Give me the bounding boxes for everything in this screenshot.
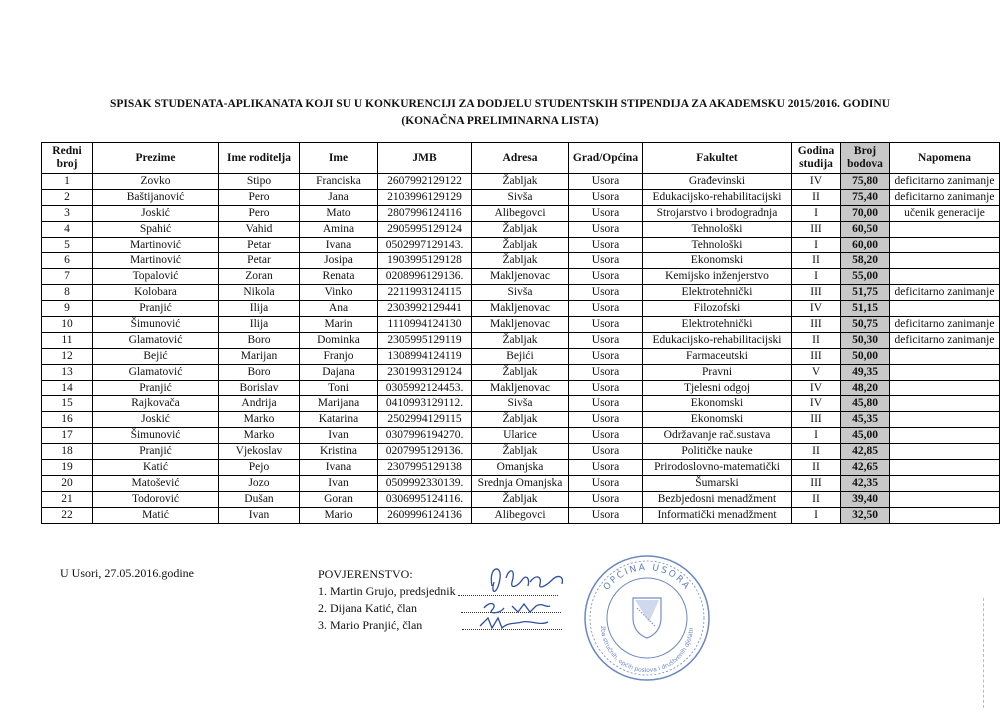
cell-ime-roditelja: Petar — [219, 237, 300, 253]
cell-ime-roditelja: Pero — [219, 205, 300, 221]
cell-prezime: Matošević — [93, 475, 219, 491]
cell-adresa: Žabljak — [472, 221, 569, 237]
cell-redni-broj: 20 — [42, 475, 93, 491]
cell-ime-roditelja: Andrija — [219, 396, 300, 412]
header-redni-broj: Redni broj — [42, 143, 93, 174]
cell-prezime: Matić — [93, 507, 219, 523]
cell-prezime: Kolobara — [93, 285, 219, 301]
commission-title: POVJERENSTVO: — [318, 567, 413, 581]
cell-ime-roditelja: Dušan — [219, 491, 300, 507]
cell-redni-broj: 6 — [42, 253, 93, 269]
cell-godina: I — [792, 205, 841, 221]
title-line-2: (KONAČNA PRELIMINARNA LISTA) — [401, 115, 599, 127]
cell-ime-roditelja: Ilija — [219, 317, 300, 333]
title-line-1: SPISAK STUDENATA-APLIKANATA KOJI SU U KONKURENCIJI ZA DODJELU STUDENTSKIH STIPENDIJA ZA AKADEMSKU 2015/2016. GODINU — [110, 98, 890, 110]
cell-ime: Goran — [300, 491, 378, 507]
cell-grad: Usora — [569, 301, 643, 317]
cell-jmb: 0305992124453. — [378, 380, 472, 396]
cell-adresa: Sivša — [472, 189, 569, 205]
cell-fakultet: Tjelesni odgoj — [643, 380, 792, 396]
cell-fakultet: Pravni — [643, 364, 792, 380]
cell-adresa: Bejići — [472, 348, 569, 364]
cell-grad: Usora — [569, 332, 643, 348]
cell-godina: IV — [792, 301, 841, 317]
cell-ime-roditelja: Zoran — [219, 269, 300, 285]
official-stamp — [577, 548, 717, 688]
cell-ime-roditelja: Ilija — [219, 301, 300, 317]
cell-jmb: 0509992330139. — [378, 475, 472, 491]
cell-ime: Franjo — [300, 348, 378, 364]
stamp-inner-text: žba stručnih, općih poslova i društvenih djelatn — [598, 625, 696, 675]
cell-adresa: Žabljak — [472, 174, 569, 190]
cell-napomena: deficitarno zanimanje — [890, 317, 1000, 333]
cell-napomena — [890, 412, 1000, 428]
cell-redni-broj: 10 — [42, 317, 93, 333]
cell-prezime: Šimunović — [93, 317, 219, 333]
cell-jmb: 2609996124136 — [378, 507, 472, 523]
document-title — [0, 96, 1000, 130]
cell-broj-bodova: 42,65 — [841, 460, 890, 476]
cell-napomena — [890, 237, 1000, 253]
cell-adresa: Makljenovac — [472, 380, 569, 396]
cell-fakultet: Prirodoslovno-matematički — [643, 460, 792, 476]
cell-prezime: Spahić — [93, 221, 219, 237]
cell-ime-roditelja: Marko — [219, 412, 300, 428]
cell-jmb: 2307995129138 — [378, 460, 472, 476]
signature-3 — [480, 618, 548, 628]
cell-fakultet: Filozofski — [643, 301, 792, 317]
cell-ime: Ivana — [300, 460, 378, 476]
table-row — [42, 174, 1000, 190]
cell-grad: Usora — [569, 475, 643, 491]
cell-godina: IV — [792, 396, 841, 412]
cell-redni-broj: 4 — [42, 221, 93, 237]
cell-jmb: 0502997129143. — [378, 237, 472, 253]
cell-ime-roditelja: Vahid — [219, 221, 300, 237]
cell-grad: Usora — [569, 317, 643, 333]
commission-member-name: 3. Mario Pranjić, član — [318, 618, 423, 632]
header-broj-bodova: Broj bodova — [841, 143, 890, 174]
cell-ime-roditelja: Stipo — [219, 174, 300, 190]
cell-godina: III — [792, 348, 841, 364]
cell-napomena — [890, 460, 1000, 476]
cell-godina: IV — [792, 380, 841, 396]
table-row — [42, 412, 1000, 428]
cell-grad: Usora — [569, 507, 643, 523]
table-row — [42, 475, 1000, 491]
cell-broj-bodova: 49,35 — [841, 364, 890, 380]
cell-godina: III — [792, 285, 841, 301]
cell-fakultet: Farmaceutski — [643, 348, 792, 364]
table-row — [42, 380, 1000, 396]
cell-prezime: Bejić — [93, 348, 219, 364]
cell-godina: I — [792, 269, 841, 285]
table-row — [42, 364, 1000, 380]
cell-broj-bodova: 45,00 — [841, 428, 890, 444]
table-row — [42, 507, 1000, 523]
place-date: U Usori, 27.05.2016.godine — [60, 566, 194, 580]
cell-napomena — [890, 221, 1000, 237]
cell-redni-broj: 2 — [42, 189, 93, 205]
cell-godina: V — [792, 364, 841, 380]
cell-prezime: Šimunović — [93, 428, 219, 444]
cell-broj-bodova: 51,15 — [841, 301, 890, 317]
cell-ime: Amina — [300, 221, 378, 237]
cell-napomena: deficitarno zanimanje — [890, 189, 1000, 205]
cell-redni-broj: 9 — [42, 301, 93, 317]
cell-adresa: Žabljak — [472, 253, 569, 269]
cell-grad: Usora — [569, 380, 643, 396]
cell-fakultet: Ekonomski — [643, 396, 792, 412]
cell-redni-broj: 21 — [42, 491, 93, 507]
signatures — [470, 556, 580, 636]
cell-fakultet: Informatički menadžment — [643, 507, 792, 523]
cell-napomena — [890, 301, 1000, 317]
cell-broj-bodova: 45,35 — [841, 412, 890, 428]
cell-grad: Usora — [569, 253, 643, 269]
cell-adresa: Sivša — [472, 285, 569, 301]
cell-fakultet: Političke nauke — [643, 444, 792, 460]
cell-grad: Usora — [569, 364, 643, 380]
cell-broj-bodova: 42,35 — [841, 475, 890, 491]
cell-broj-bodova: 42,85 — [841, 444, 890, 460]
cell-redni-broj: 7 — [42, 269, 93, 285]
cell-redni-broj: 11 — [42, 332, 93, 348]
cell-prezime: Martinović — [93, 237, 219, 253]
header-adresa: Adresa — [472, 143, 569, 174]
table-row — [42, 348, 1000, 364]
cell-ime: Dominka — [300, 332, 378, 348]
cell-ime: Jana — [300, 189, 378, 205]
cell-napomena — [890, 428, 1000, 444]
cell-prezime: Pranjić — [93, 444, 219, 460]
cell-redni-broj: 14 — [42, 380, 93, 396]
cell-redni-broj: 16 — [42, 412, 93, 428]
cell-fakultet: Elektrotehnički — [643, 285, 792, 301]
cell-broj-bodova: 75,40 — [841, 189, 890, 205]
cell-napomena — [890, 396, 1000, 412]
table-row — [42, 317, 1000, 333]
cell-godina: II — [792, 253, 841, 269]
header-ime-roditelja: Ime roditelja — [219, 143, 300, 174]
cell-fakultet: Strojarstvo i brodogradnja — [643, 205, 792, 221]
cell-ime: Katarina — [300, 412, 378, 428]
table-row — [42, 189, 1000, 205]
cell-ime-roditelja: Marijan — [219, 348, 300, 364]
cell-grad: Usora — [569, 189, 643, 205]
cell-fakultet: Ekonomski — [643, 253, 792, 269]
cell-broj-bodova: 60,00 — [841, 237, 890, 253]
cell-godina: II — [792, 460, 841, 476]
cell-fakultet: Edukacijsko-rehabilitacijski — [643, 332, 792, 348]
cell-adresa: Žabljak — [472, 237, 569, 253]
cell-jmb: 2905995129124 — [378, 221, 472, 237]
cell-napomena — [890, 380, 1000, 396]
cell-grad: Usora — [569, 237, 643, 253]
header-prezime: Prezime — [93, 143, 219, 174]
cell-ime: Mario — [300, 507, 378, 523]
cell-broj-bodova: 58,20 — [841, 253, 890, 269]
cell-redni-broj: 22 — [42, 507, 93, 523]
cell-prezime: Baštijanović — [93, 189, 219, 205]
cell-godina: II — [792, 332, 841, 348]
cell-redni-broj: 12 — [42, 348, 93, 364]
table-row — [42, 221, 1000, 237]
cell-adresa: Žabljak — [472, 491, 569, 507]
cell-jmb: 0207995129136. — [378, 444, 472, 460]
cell-adresa: Makljenovac — [472, 301, 569, 317]
cell-godina: III — [792, 317, 841, 333]
cell-napomena: deficitarno zanimanje — [890, 174, 1000, 190]
cell-prezime: Joskić — [93, 412, 219, 428]
cell-jmb: 2305995129119 — [378, 332, 472, 348]
cell-ime-roditelja: Ivan — [219, 507, 300, 523]
header-grad: Grad/Općina — [569, 143, 643, 174]
table-row — [42, 332, 1000, 348]
cell-godina: IV — [792, 174, 841, 190]
cell-broj-bodova: 75,80 — [841, 174, 890, 190]
cell-prezime: Pranjić — [93, 380, 219, 396]
cell-grad: Usora — [569, 221, 643, 237]
cell-jmb: 2607992129122 — [378, 174, 472, 190]
cell-napomena — [890, 491, 1000, 507]
cell-broj-bodova: 50,30 — [841, 332, 890, 348]
cell-prezime: Pranjić — [93, 301, 219, 317]
cell-adresa: Žabljak — [472, 364, 569, 380]
cell-grad: Usora — [569, 428, 643, 444]
signature-1 — [491, 569, 562, 591]
table-row — [42, 491, 1000, 507]
cell-napomena — [890, 444, 1000, 460]
cell-redni-broj: 18 — [42, 444, 93, 460]
cell-adresa: Makljenovac — [472, 317, 569, 333]
cell-grad: Usora — [569, 285, 643, 301]
header-napomena: Napomena — [890, 143, 1000, 174]
cell-adresa: Žabljak — [472, 332, 569, 348]
cell-adresa: Srednja Omanjska — [472, 475, 569, 491]
cell-fakultet: Edukacijsko-rehabilitacijski — [643, 189, 792, 205]
cell-napomena — [890, 507, 1000, 523]
cell-broj-bodova: 51,75 — [841, 285, 890, 301]
table-row — [42, 444, 1000, 460]
cell-broj-bodova: 45,80 — [841, 396, 890, 412]
table-row — [42, 205, 1000, 221]
cell-grad: Usora — [569, 444, 643, 460]
cell-redni-broj: 19 — [42, 460, 93, 476]
cell-jmb: 2301993129124 — [378, 364, 472, 380]
cell-prezime: Todorović — [93, 491, 219, 507]
cell-grad: Usora — [569, 460, 643, 476]
table-row — [42, 237, 1000, 253]
cell-ime: Dajana — [300, 364, 378, 380]
cell-napomena — [890, 348, 1000, 364]
cell-prezime: Glamatović — [93, 332, 219, 348]
cell-godina: III — [792, 221, 841, 237]
cell-fakultet: Kemijsko inženjerstvo — [643, 269, 792, 285]
table-row — [42, 285, 1000, 301]
cell-redni-broj: 15 — [42, 396, 93, 412]
cell-broj-bodova: 60,50 — [841, 221, 890, 237]
cell-adresa: Alibegovci — [472, 205, 569, 221]
cell-adresa: Žabljak — [472, 412, 569, 428]
cell-grad: Usora — [569, 269, 643, 285]
cell-prezime: Joskić — [93, 205, 219, 221]
cell-redni-broj: 17 — [42, 428, 93, 444]
cell-ime: Ivan — [300, 475, 378, 491]
table-row — [42, 301, 1000, 317]
table-row — [42, 253, 1000, 269]
cell-broj-bodova: 70,00 — [841, 205, 890, 221]
cell-ime-roditelja: Pejo — [219, 460, 300, 476]
cell-grad: Usora — [569, 205, 643, 221]
table-body — [42, 174, 1000, 524]
cell-jmb: 1903995129128 — [378, 253, 472, 269]
cell-ime-roditelja: Jozo — [219, 475, 300, 491]
cell-prezime: Topalović — [93, 269, 219, 285]
cell-grad: Usora — [569, 491, 643, 507]
cell-jmb: 1308994124119 — [378, 348, 472, 364]
cell-napomena: deficitarno zanimanje — [890, 285, 1000, 301]
cell-jmb: 0208996129136. — [378, 269, 472, 285]
cell-godina: II — [792, 444, 841, 460]
cell-redni-broj: 3 — [42, 205, 93, 221]
cell-napomena — [890, 364, 1000, 380]
cell-godina: I — [792, 507, 841, 523]
cell-adresa: Alibegovci — [472, 507, 569, 523]
cell-adresa: Žabljak — [472, 444, 569, 460]
cell-broj-bodova: 39,40 — [841, 491, 890, 507]
cell-broj-bodova: 48,20 — [841, 380, 890, 396]
cell-ime: Ivana — [300, 237, 378, 253]
table-row — [42, 269, 1000, 285]
cell-redni-broj: 5 — [42, 237, 93, 253]
cell-grad: Usora — [569, 396, 643, 412]
cell-prezime: Glamatović — [93, 364, 219, 380]
cell-adresa: Ularice — [472, 428, 569, 444]
cell-fakultet: Tehnološki — [643, 237, 792, 253]
cell-napomena: deficitarno zanimanje — [890, 332, 1000, 348]
header-godina: Godina studija — [792, 143, 841, 174]
header-jmb: JMB — [378, 143, 472, 174]
cell-ime: Marijana — [300, 396, 378, 412]
cell-prezime: Martinović — [93, 253, 219, 269]
cell-jmb: 0410993129112. — [378, 396, 472, 412]
cell-ime: Ivan — [300, 428, 378, 444]
cell-prezime: Katić — [93, 460, 219, 476]
cell-fakultet: Elektrotehnički — [643, 317, 792, 333]
cell-grad: Usora — [569, 174, 643, 190]
cell-jmb: 2807996124116 — [378, 205, 472, 221]
coat-of-arms-icon — [633, 598, 661, 638]
cell-prezime: Zovko — [93, 174, 219, 190]
cell-broj-bodova: 50,00 — [841, 348, 890, 364]
signature-2 — [484, 604, 550, 613]
table-row — [42, 460, 1000, 476]
cell-jmb: 2303992129441 — [378, 301, 472, 317]
cell-jmb: 1110994124130 — [378, 317, 472, 333]
cell-prezime: Rajkovača — [93, 396, 219, 412]
table-row — [42, 396, 1000, 412]
cell-ime: Toni — [300, 380, 378, 396]
scan-edge-line — [983, 598, 985, 708]
cell-napomena — [890, 475, 1000, 491]
cell-napomena — [890, 269, 1000, 285]
cell-ime-roditelja: Borislav — [219, 380, 300, 396]
cell-fakultet: Ekonomski — [643, 412, 792, 428]
stamp-outer-text: OPĆINA USORA — [601, 562, 693, 593]
cell-ime-roditelja: Vjekoslav — [219, 444, 300, 460]
header-fakultet: Fakultet — [643, 143, 792, 174]
cell-fakultet: Građevinski — [643, 174, 792, 190]
cell-godina: III — [792, 475, 841, 491]
cell-redni-broj: 1 — [42, 174, 93, 190]
cell-fakultet: Šumarski — [643, 475, 792, 491]
cell-ime: Ana — [300, 301, 378, 317]
cell-grad: Usora — [569, 348, 643, 364]
cell-adresa: Makljenovac — [472, 269, 569, 285]
cell-napomena — [890, 253, 1000, 269]
cell-adresa: Omanjska — [472, 460, 569, 476]
cell-jmb: 0307996194270. — [378, 428, 472, 444]
cell-godina: I — [792, 428, 841, 444]
cell-ime: Josipa — [300, 253, 378, 269]
cell-ime: Franciska — [300, 174, 378, 190]
cell-ime: Mato — [300, 205, 378, 221]
cell-ime-roditelja: Boro — [219, 364, 300, 380]
cell-godina: I — [792, 237, 841, 253]
cell-ime-roditelja: Boro — [219, 332, 300, 348]
cell-ime-roditelja: Marko — [219, 428, 300, 444]
cell-godina: II — [792, 189, 841, 205]
cell-jmb: 2502994129115 — [378, 412, 472, 428]
cell-adresa: Sivša — [472, 396, 569, 412]
commission-member-name: 1. Martin Grujo, predsjednik — [318, 584, 456, 598]
cell-ime: Kristina — [300, 444, 378, 460]
cell-broj-bodova: 32,50 — [841, 507, 890, 523]
cell-godina: II — [792, 491, 841, 507]
table-row — [42, 428, 1000, 444]
cell-broj-bodova: 55,00 — [841, 269, 890, 285]
cell-jmb: 2211993124115 — [378, 285, 472, 301]
students-table — [41, 142, 1000, 524]
cell-godina: III — [792, 412, 841, 428]
cell-ime-roditelja: Nikola — [219, 285, 300, 301]
cell-fakultet: Bezbjedosni menadžment — [643, 491, 792, 507]
cell-broj-bodova: 50,75 — [841, 317, 890, 333]
cell-jmb: 2103996129129 — [378, 189, 472, 205]
cell-redni-broj: 8 — [42, 285, 93, 301]
cell-redni-broj: 13 — [42, 364, 93, 380]
cell-ime: Renata — [300, 269, 378, 285]
cell-napomena: učenik generacije — [890, 205, 1000, 221]
cell-grad: Usora — [569, 412, 643, 428]
cell-jmb: 0306995124116. — [378, 491, 472, 507]
cell-fakultet: Održavanje rač.sustava — [643, 428, 792, 444]
commission-member-name: 2. Dijana Katić, član — [318, 601, 417, 615]
header-ime: Ime — [300, 143, 378, 174]
cell-ime: Marin — [300, 317, 378, 333]
cell-ime-roditelja: Petar — [219, 253, 300, 269]
cell-fakultet: Tehnološki — [643, 221, 792, 237]
table-header-row — [42, 143, 1000, 174]
cell-ime-roditelja: Pero — [219, 189, 300, 205]
cell-ime: Vinko — [300, 285, 378, 301]
